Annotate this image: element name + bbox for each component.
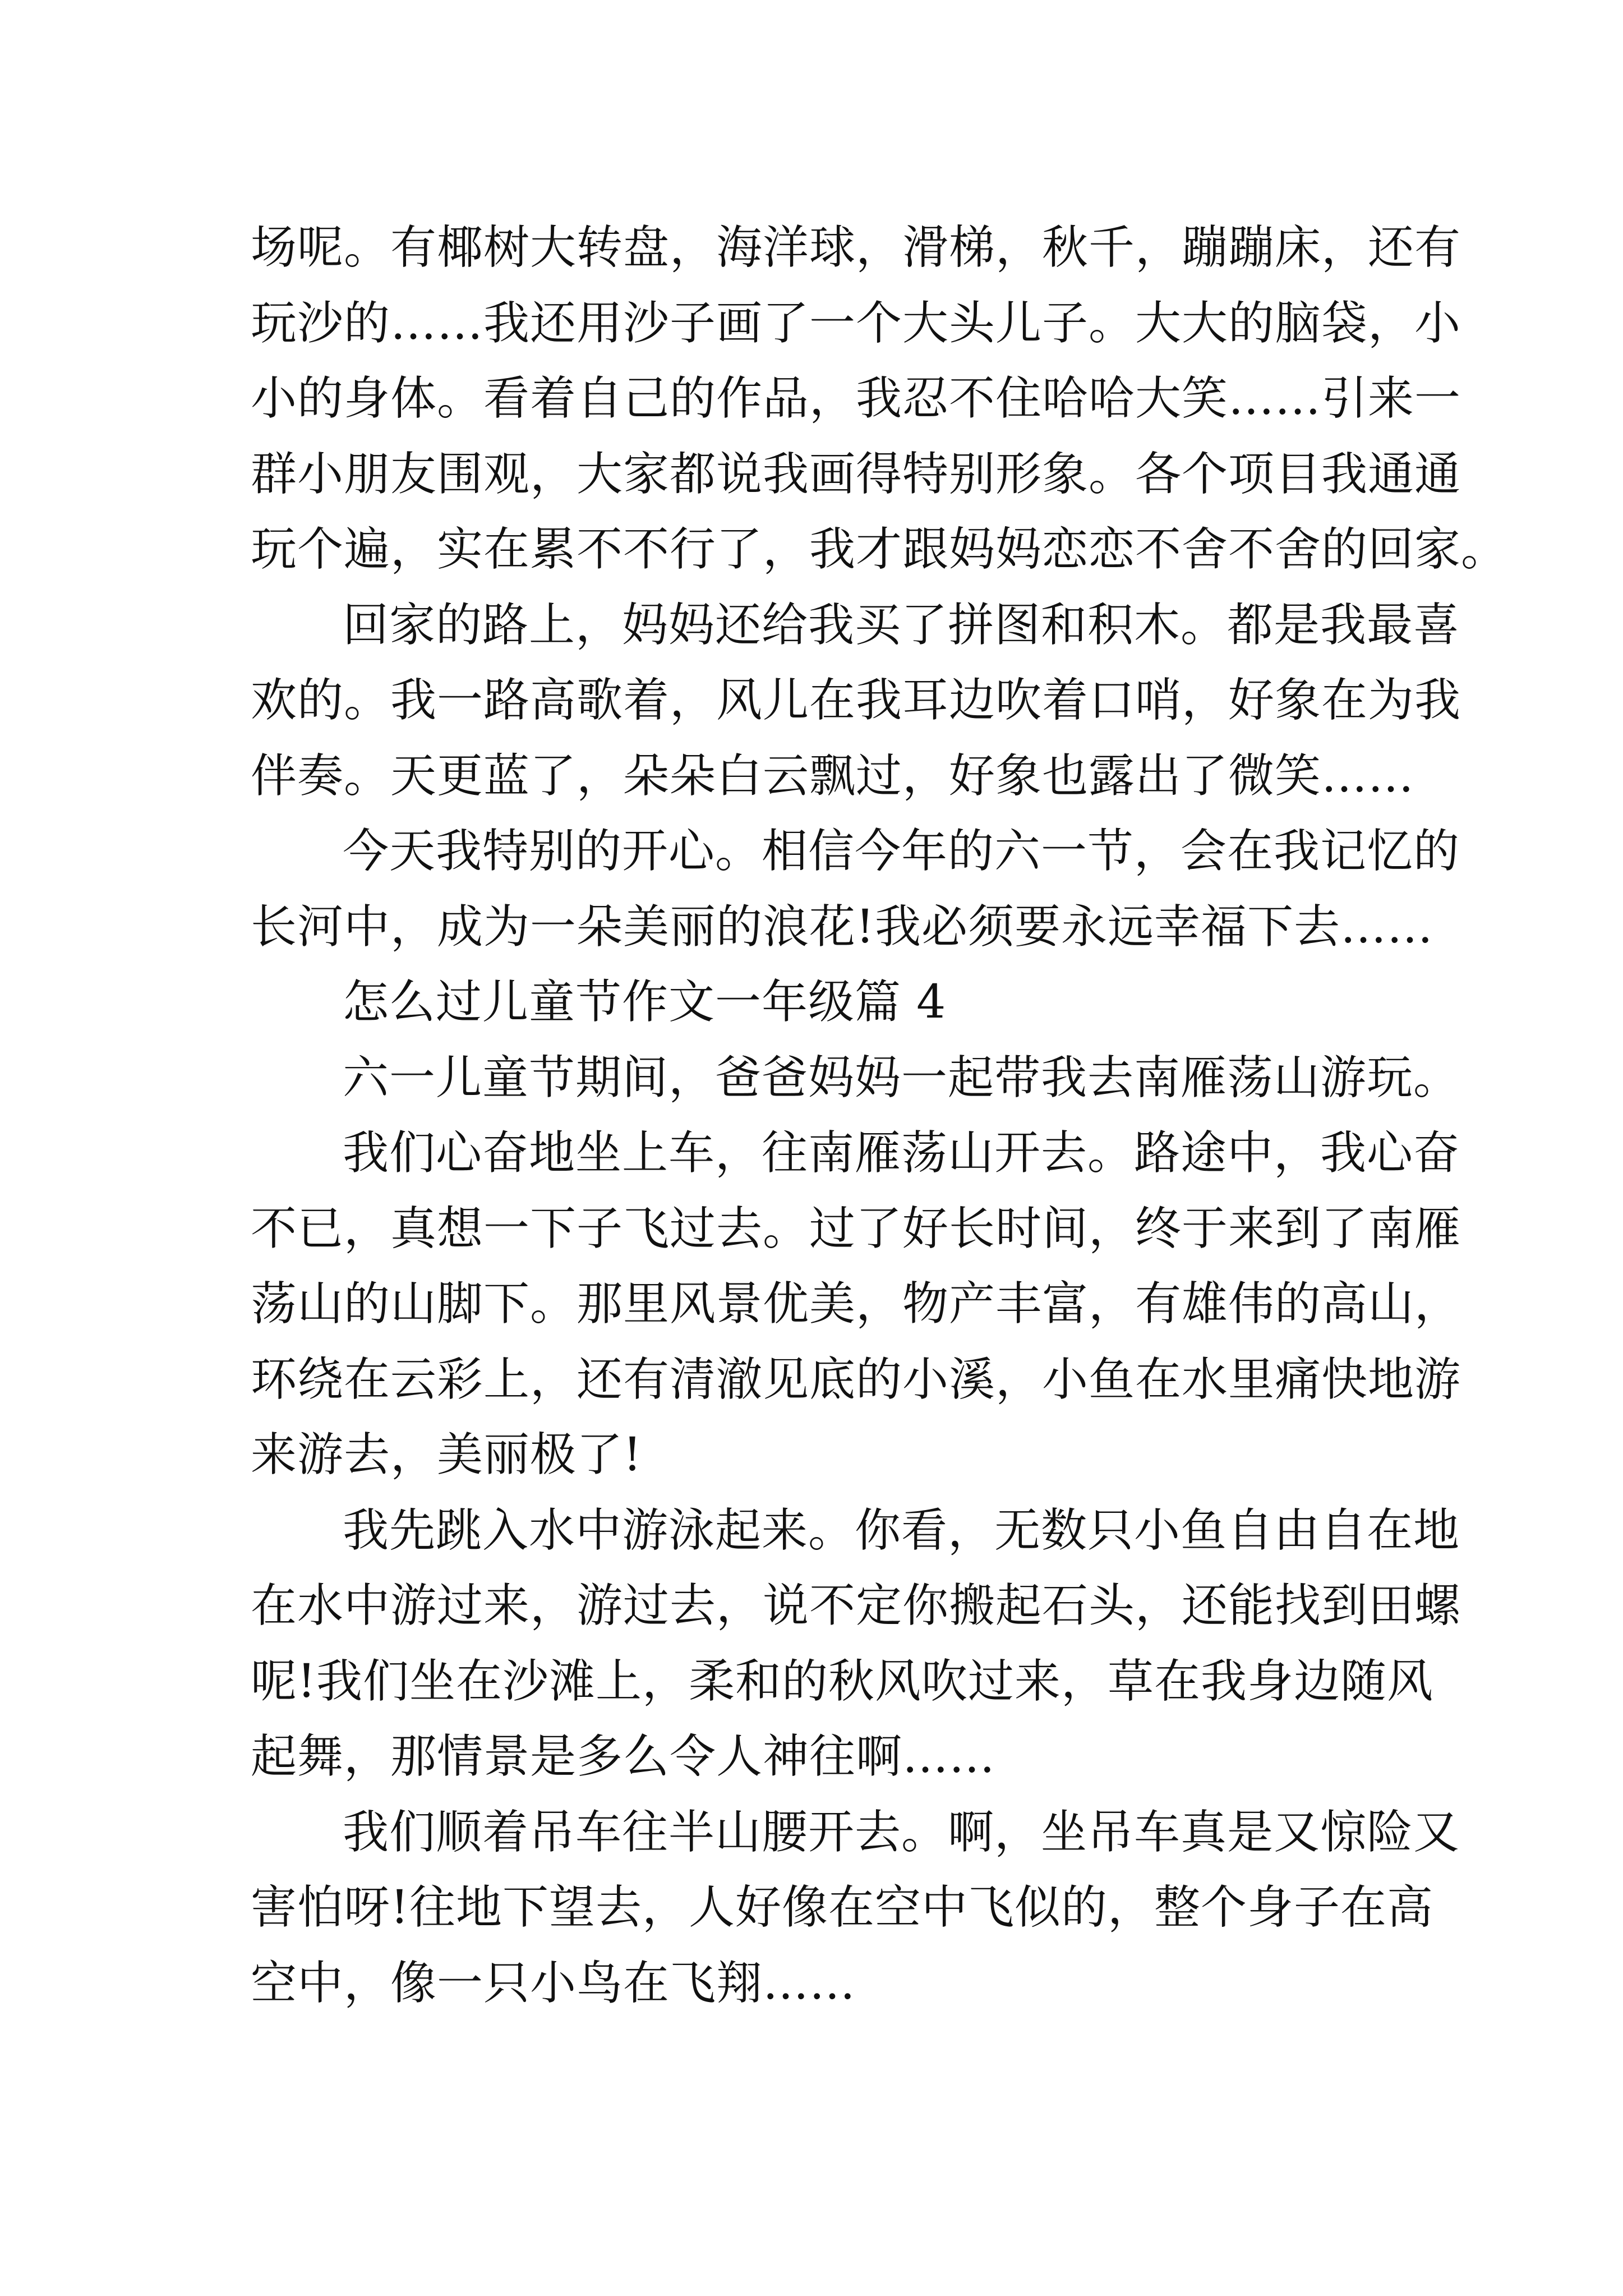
text-line: 六一儿童节期间，爸爸妈妈一起带我去南雁荡山游玩。 — [343, 1051, 1460, 1105]
text-line: 今天我特别的开心。相信今年的六一节，会在我记忆的 — [343, 825, 1460, 878]
text-line: 回家的路上，妈妈还给我买了拼图和积木。都是我最喜 — [343, 598, 1460, 652]
text-line: 害怕呀!往地下望去，人好像在空中飞似的，整个身子在高 — [251, 1881, 1433, 1934]
text-line: 长河中，成为一朵美丽的浪花!我必须要永远幸福下去…… — [251, 900, 1433, 954]
text-line: 玩个遍，实在累不不行了，我才跟妈妈恋恋不舍不舍的回家。 — [251, 523, 1508, 576]
text-line: 欢的。我一路高歌着，风儿在我耳边吹着口哨，好象在为我 — [251, 674, 1461, 727]
text-line: 场呢。有椰树大转盘，海洋球，滑梯，秋千，蹦蹦床，还有 — [251, 221, 1461, 274]
text-line: 小的身体。看着自己的作品，我忍不住哈哈大笑……引来一 — [251, 372, 1461, 425]
text-line: 在水中游过来，游过去，说不定你搬起石头，还能找到田螺 — [251, 1579, 1461, 1632]
document-body — [251, 210, 1508, 2021]
text-line: 我们心奋地坐上车，往南雁荡山开去。路途中，我心奋 — [343, 1126, 1460, 1180]
text-line: 我先跳入水中游泳起来。你看，无数只小鱼自由自在地 — [343, 1503, 1460, 1557]
text-line: 来游去，美丽极了! — [251, 1428, 642, 1481]
text-line: 呢!我们坐在沙滩上，柔和的秋风吹过来，草在我身边随风 — [251, 1654, 1433, 1708]
text-line: 怎么过儿童节作文一年级篇 4 — [343, 976, 947, 1029]
text-line: 不已，真想一下子飞过去。过了好长时间，终于来到了南雁 — [251, 1202, 1461, 1255]
text-line: 空中，像一只小鸟在飞翔…… — [251, 1956, 856, 2010]
text-line: 环绕在云彩上，还有清澈见底的小溪，小鱼在水里痛快地游 — [251, 1352, 1461, 1406]
text-line: 起舞，那情景是多么令人神往啊…… — [251, 1730, 996, 1783]
text-line: 伴奏。天更蓝了，朵朵白云飘过，好象也露出了微笑…… — [251, 749, 1415, 803]
text-line: 玩沙的……我还用沙子画了一个大头儿子。大大的脑袋，小 — [251, 296, 1461, 350]
text-line: 荡山的山脚下。那里风景优美，物产丰富，有雄伟的高山， — [251, 1277, 1461, 1331]
text-line: 群小朋友围观，大家都说我画得特别形象。各个项目我通通 — [251, 447, 1461, 501]
text-line: 我们顺着吊车往半山腰开去。啊，坐吊车真是又惊险又 — [343, 1805, 1460, 1859]
